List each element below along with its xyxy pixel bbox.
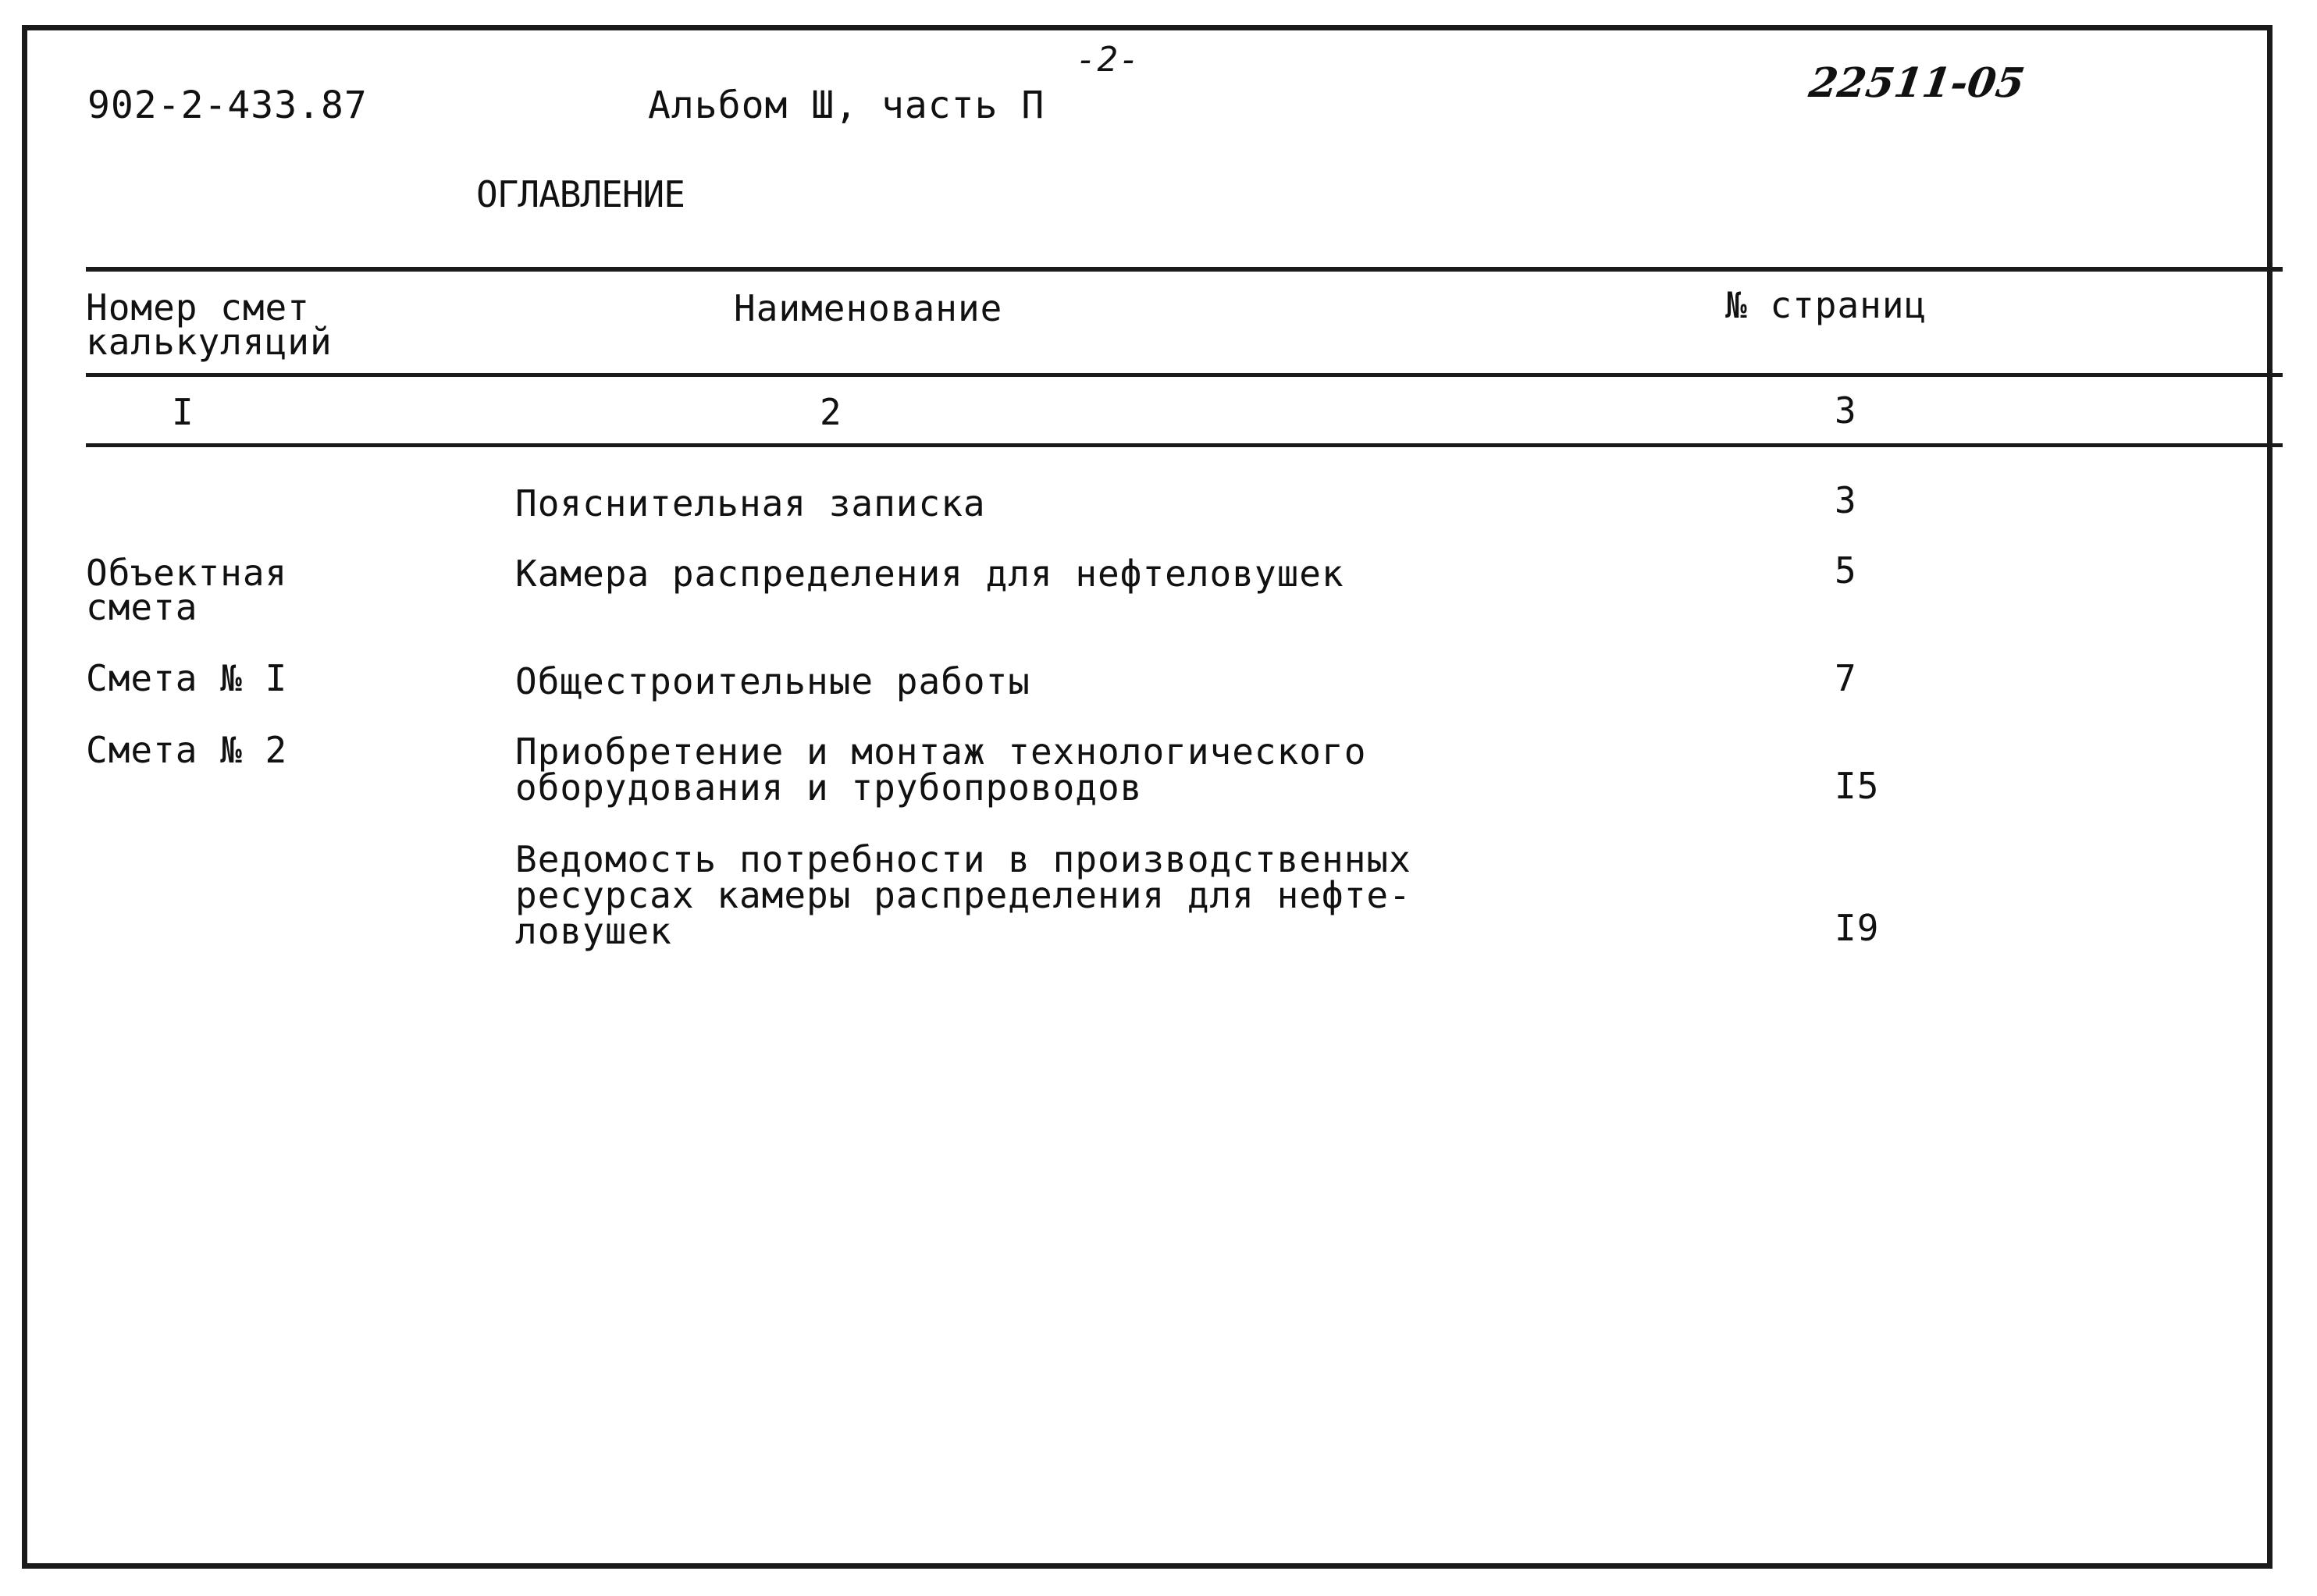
column-header-name: Наименование: [734, 287, 1003, 329]
header-bottom-rule: [86, 373, 2283, 377]
row-3-page: 7: [1835, 657, 1857, 699]
document-code: 902-2-433.87: [87, 84, 368, 127]
column-number-2: 2: [820, 391, 842, 433]
row-1-page: 3: [1835, 479, 1857, 521]
row-5-name: Ведомость потребности в производственных ресурсах камеры распределения для нефте- ловушек: [515, 838, 1411, 952]
column-numbers-bottom-rule: [86, 443, 2283, 447]
column-header-pages: № страниц: [1725, 284, 1927, 326]
row-2-page: 5: [1835, 549, 1857, 592]
page-title: ОГЛАВЛЕНИЕ: [476, 173, 685, 215]
row-2-code: Объектная смета: [86, 552, 288, 628]
row-2-name: Камера распределения для нефтеловушек: [515, 553, 1344, 595]
row-4-code: Смета № 2: [86, 729, 288, 771]
row-5-page: I9: [1835, 907, 1880, 949]
handwritten-number: 22511-05: [1806, 59, 2028, 107]
row-3-name: Общестроительные работы: [515, 660, 1030, 702]
album-label: Альбом Ш, часть П: [648, 84, 1045, 127]
column-number-3: 3: [1835, 389, 1857, 432]
column-header-code: Номер смет калькуляций: [86, 286, 333, 363]
row-4-page: I5: [1835, 765, 1880, 807]
page-mark: -2-: [1076, 40, 1141, 80]
table-top-rule: [86, 267, 2283, 272]
row-1-name: Пояснительная записка: [515, 482, 986, 524]
row-3-code: Смета № I: [86, 657, 288, 699]
row-4-name: Приобретение и монтаж технологического оборудования и трубопроводов: [515, 730, 1367, 809]
column-number-1: I: [172, 391, 194, 433]
